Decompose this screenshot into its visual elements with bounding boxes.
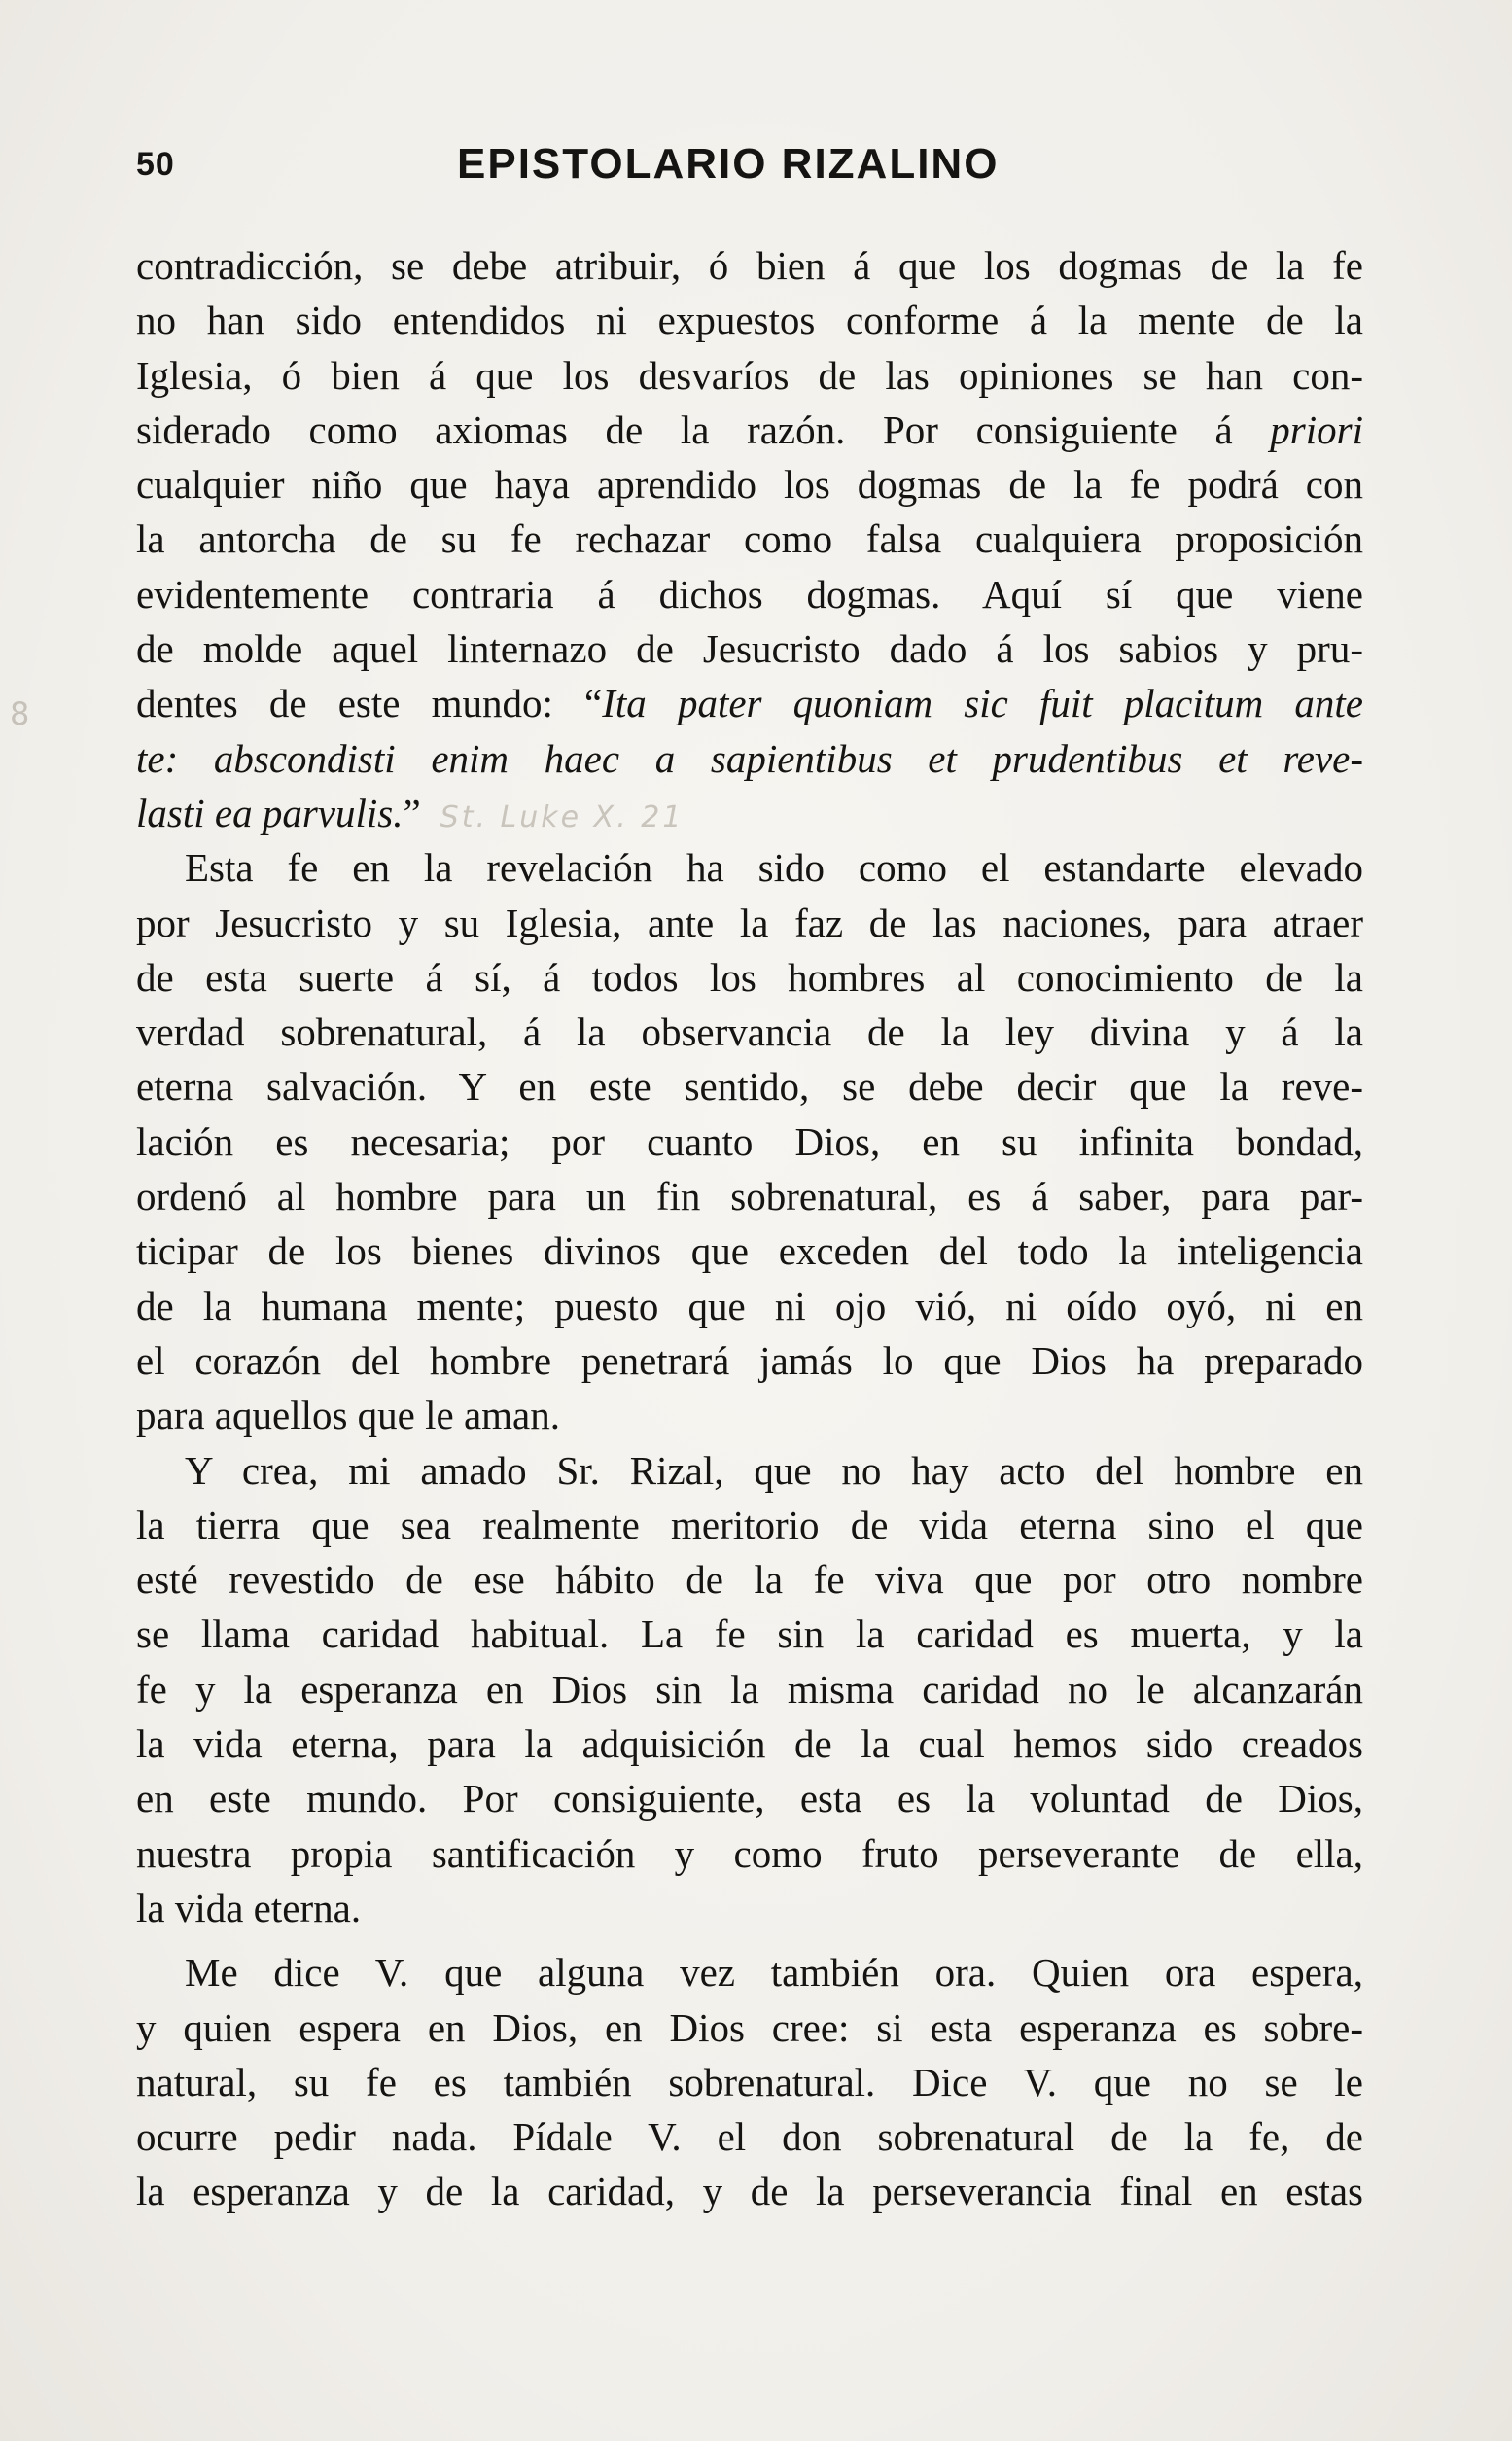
page-number: 50 [136,146,175,183]
paragraph-start: Y crea, mi amado Sr. Rizal, que no hay acto del hombre en [185,1447,1363,1493]
page-header [136,136,1361,195]
running-title: EPISTOLARIO RIZALINO [457,140,1000,188]
text-line: nuestra propia santificación y como fruto perseverante de ella, [136,1830,1363,1876]
text-line: de molde aquel linternazo de Jesucristo dado á los sabios y pru- [136,626,1363,672]
text-line: Iglesia, ó bien á que los desvaríos de las opiniones se han con- [136,352,1363,398]
text-line: se llama caridad habitual. La fe sin la caridad es muerta, y la [136,1611,1363,1657]
latin-quote: Ita pater quoniam sic fuit placitum ante [602,681,1363,726]
text-line [136,403,1363,457]
text-line: cualquier niño que haya aprendido los dogmas de la fe podrá con [136,462,1363,508]
text-line: para aquellos que le aman. [136,1393,561,1438]
text-line: fe y la esperanza en Dios sin la misma caridad no le alcanzarán [136,1666,1363,1712]
text-line: ordenó al hombre para un fin sobrenatural, es á saber, para par- [136,1174,1363,1220]
text-line: y quien espera en Dios, en Dios cree: si esta esperanza es sobre- [136,2004,1363,2050]
latin-quote: lasti ea parvulis. [136,790,404,835]
paragraph-start: Esta fe en la revelación ha sido como el estandarte elevado [185,845,1363,891]
text-segment: dentes de este mundo: “ [136,681,603,726]
text-line [136,676,1363,730]
pencil-annotation: St. Luke X. 21 [440,799,685,834]
margin-pencil-mark: 8 [10,695,30,732]
text-line: no han sido entendidos ni expuestos conforme á la mente de la [136,298,1363,343]
text-line: contradicción, se debe atribuir, ó bien á que los dogmas de la fe [136,243,1363,288]
text-line: esté revestido de ese hábito de la fe viva que por otro nombre [136,1557,1363,1603]
text-line: ocurre pedir nada. Pídale V. el don sobrenatural de la fe, de [136,2114,1363,2160]
body-text [136,238,1363,2219]
paragraph-gap [136,1935,1363,1945]
text-line: la vida eterna. [136,1885,362,1930]
latin-quote-line: te: abscondisti enim haec a sapientibus et prudentibus et reve- [136,735,1363,781]
text-line: lación es necesaria; por cuanto Dios, en su infinita bondad, [136,1118,1363,1164]
text-line: la tierra que sea realmente meritorio de vida eterna sino el que [136,1502,1363,1547]
text-line: por Jesucristo y su Iglesia, ante la faz de las naciones, para atraer [136,900,1363,945]
italic-text: priori [1270,407,1363,452]
text-line: ticipar de los bienes divinos que exceden del todo la inteligencia [136,1228,1363,1274]
text-line: eterna salvación. Y en este sentido, se debe decir que la reve- [136,1064,1363,1110]
text-line: evidentemente contraria á dichos dogmas. Aquí sí que viene [136,571,1363,617]
text-line [136,786,1363,840]
text-line: en este mundo. Por consiguiente, esta es la voluntad de Dios, [136,1776,1363,1822]
text-line: natural, su fe es también sobrenatural. Dice V. que no se le [136,2059,1363,2105]
text-line: la vida eterna, para la adquisición de la cual hemos sido creados [136,1721,1363,1767]
text-line: la antorcha de su fe rechazar como falsa cualquiera proposición [136,516,1363,562]
paragraph-start: Me dice V. que alguna vez también ora. Quien ora espera, [185,1950,1363,1996]
text-segment: siderado como axiomas de la razón. Por consiguiente á [136,407,1271,452]
text-segment: ” [403,790,421,835]
text-line: verdad sobrenatural, á la observancia de la ley divina y á la [136,1009,1363,1055]
text-line: de la humana mente; puesto que ni ojo vió, ni oído oyó, ni en [136,1283,1363,1328]
text-line: la esperanza y de la caridad, y de la perseverancia final en estas [136,2169,1363,2214]
text-line: de esta suerte á sí, á todos los hombres al conocimiento de la [136,954,1363,1000]
text-line: el corazón del hombre penetrará jamás lo que Dios ha preparado [136,1337,1363,1383]
